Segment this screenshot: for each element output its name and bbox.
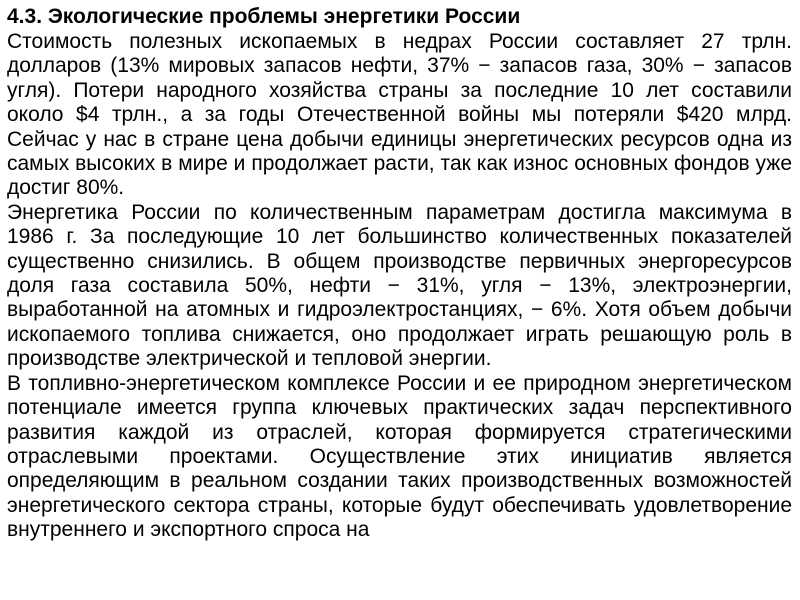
paragraph-reserves: Стоимость полезных ископаемых в недрах России составляет 27 трлн. долларов (13% мировых запасов нефти, 37% − запасов газа, 30% − запасов угля). Потери народного хозяйства страны за последние 10 лет составили около $4 трлн., а за годы Отечественной войны мы потеряли $420 млрд. Сейчас у нас в стране цена добычи единицы энергетических ресурсов одна из самых высоких в мире и продолжает расти, так как износ основных фондов уже достиг 80%. — [7, 30, 792, 200]
section-heading: 4.3. Экологические проблемы энергетики России — [7, 5, 521, 28]
paragraph-fuel-energy-complex: В топливно-энергетическом комплексе России и ее природном энергетическом потенциале имеется группа ключевых практических задач перспективного развития каждой из отраслей, которая формируется стратегическими отраслевыми проектами. Осуществление этих инициатив является определяющим в реальном создании таких производственных возможностей энергетического сектора страны, которые будут обеспечивать удовлетворение внутреннего и экспортного спроса на — [7, 371, 792, 542]
paragraph-energy-production: Энергетика России по количественным параметрам достигла максимума в 1986 г. За последующие 10 лет большинство количественных показателей существенно снизились. В общем производстве первичных энергоресурсов доля газа составила 50%, нефти − 31%, угля − 13%, электроэнергии, выработанной на атомных и гидроэлектростанциях, − 6%. Хотя объем добычи ископаемого топлива снижается, оно продолжает играть решающую роль в производстве электрической и тепловой энергии. — [7, 200, 792, 371]
